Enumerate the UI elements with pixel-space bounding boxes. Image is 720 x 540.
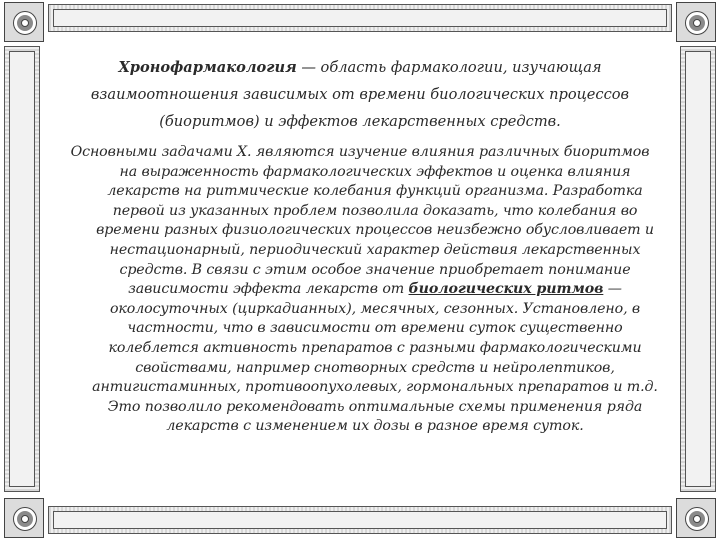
corner-ornament-top-left: [4, 2, 44, 42]
definition-text: — область фармакологии, изучающая взаимоотношения зависимых от времени биологических процессов (биоритмов) и эффектов лекарственных средств.: [90, 59, 630, 130]
frame-top-bar: [48, 4, 672, 32]
corner-ornament-bottom-left: [4, 498, 44, 538]
corner-ornament-bottom-right: [676, 498, 716, 538]
slide-content: [58, 54, 662, 494]
biorhythms-link[interactable]: биологических ритмов: [408, 281, 604, 298]
ring-ornament-icon: [686, 508, 708, 530]
ring-ornament-icon: [14, 12, 36, 34]
tasks-text-after: — околосуточных (циркадианных), месячных, сезонных. Установлено, в частности, что в зависимости от времени суток существенно колеблется активность препаратов с разными фармакологическими свойствами, например снотворных средств и нейролептиков, антигистаминных, противоопухолевых, гормональных препаратов и т.д. Это позволило рекомендовать оптимальные схемы применения ряда лекарств с изменением их дозы в разное время суток.: [92, 281, 658, 435]
definition-paragraph: [58, 54, 662, 135]
tasks-paragraph: [58, 143, 662, 437]
frame-bottom-bar: [48, 506, 672, 534]
ring-ornament-icon: [14, 508, 36, 530]
ring-ornament-icon: [686, 12, 708, 34]
defined-term: Хронофармакология: [118, 59, 297, 76]
corner-ornament-top-right: [676, 2, 716, 42]
tasks-text-before: Основными задачами Х. являются изучение влияния различных биоритмов на выраженность фармакологических эффектов и оценка влияния лекарств на ритмические колебания функций организма. Разработка первой из указанных проблем позволила доказать, что колебания во времени разных физиологических процессов неизбежно обусловливает и нестационарный, периодический характер действия лекарственных средств. В связи с этим особое значение приобретает понимание зависимости эффекта лекарств от: [70, 144, 654, 298]
frame-right-bar: [680, 46, 716, 492]
frame-left-bar: [4, 46, 40, 492]
